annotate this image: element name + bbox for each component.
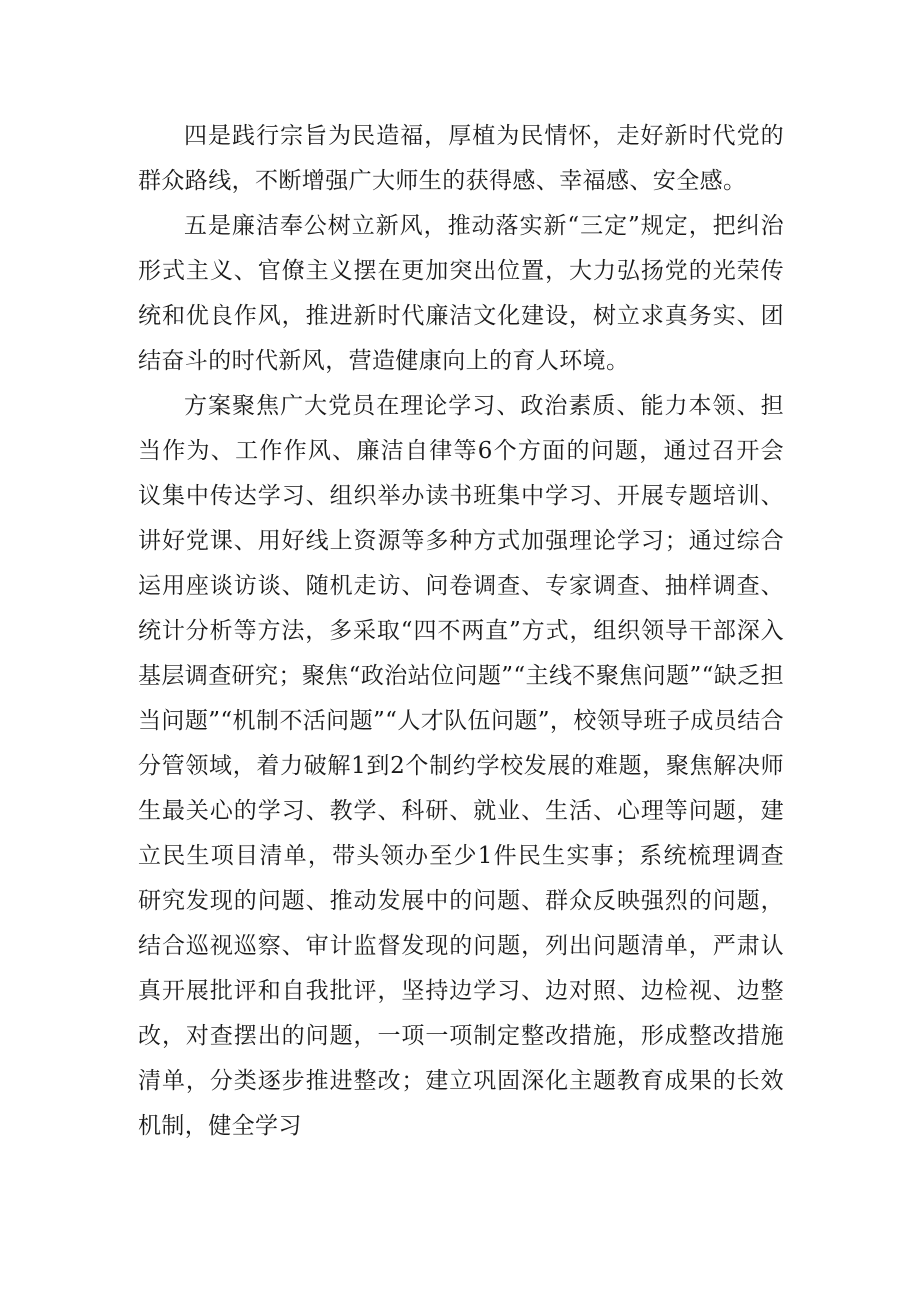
paragraph-2: 五是廉洁奉公树立新风，推动落实新“三定”规定，把纠治形式主义、官僚主义摆在更加突出位置，大力弘扬党的光荣传统和优良作风，推进新时代廉洁文化建设，树立求真务实、团结奋斗的时代新风，营造健康向上的育人环境。: [138, 213, 784, 374]
paragraph-3: 方案聚焦广大党员在理论学习、政治素质、能力本领、担当作为、工作作风、廉洁自律等6个方面的问题，通过召开会议集中传达学习、组织举办读书班集中学习、开展专题培训、讲好党课、用好线上资源等多种方式加强理论学习；通过综合运用座谈访谈、随机走访、问卷调查、专家调查、抽样调查、统计分析等方法，多采取“四不两直”方式，组织领导干部深入基层调查研究；聚焦“政治站位问题”“主线不聚焦问题”“缺乏担当问题”“机制不活问题”“人才队伍问题”，校领导班子成员结合分管领域，着力破解1到2个制约学校发展的难题，聚焦解决师生最关心的学习、教学、科研、就业、生活、心理等问题，建立民生项目清单，带头领办至少1件民生实事；系统梳理调查研究发现的问题、推动发展中的问题、群众反映强烈的问题，结合巡视巡察、审计监督发现的问题，列出问题清单，严肃认真开展批评和自我批评，坚持边学习、边对照、边检视、边整改，对查摆出的问题，一项一项制定整改措施，形成整改措施清单，分类逐步推进整改；建立巩固深化主题教育成果的长效机制，健全学习: [138, 393, 784, 1139]
document-body: [138, 114, 784, 1149]
paragraph-1: 四是践行宗旨为民造福，厚植为民情怀，走好新时代党的群众路线，不断增强广大师生的获得感、幸福感、安全感。: [138, 123, 784, 194]
